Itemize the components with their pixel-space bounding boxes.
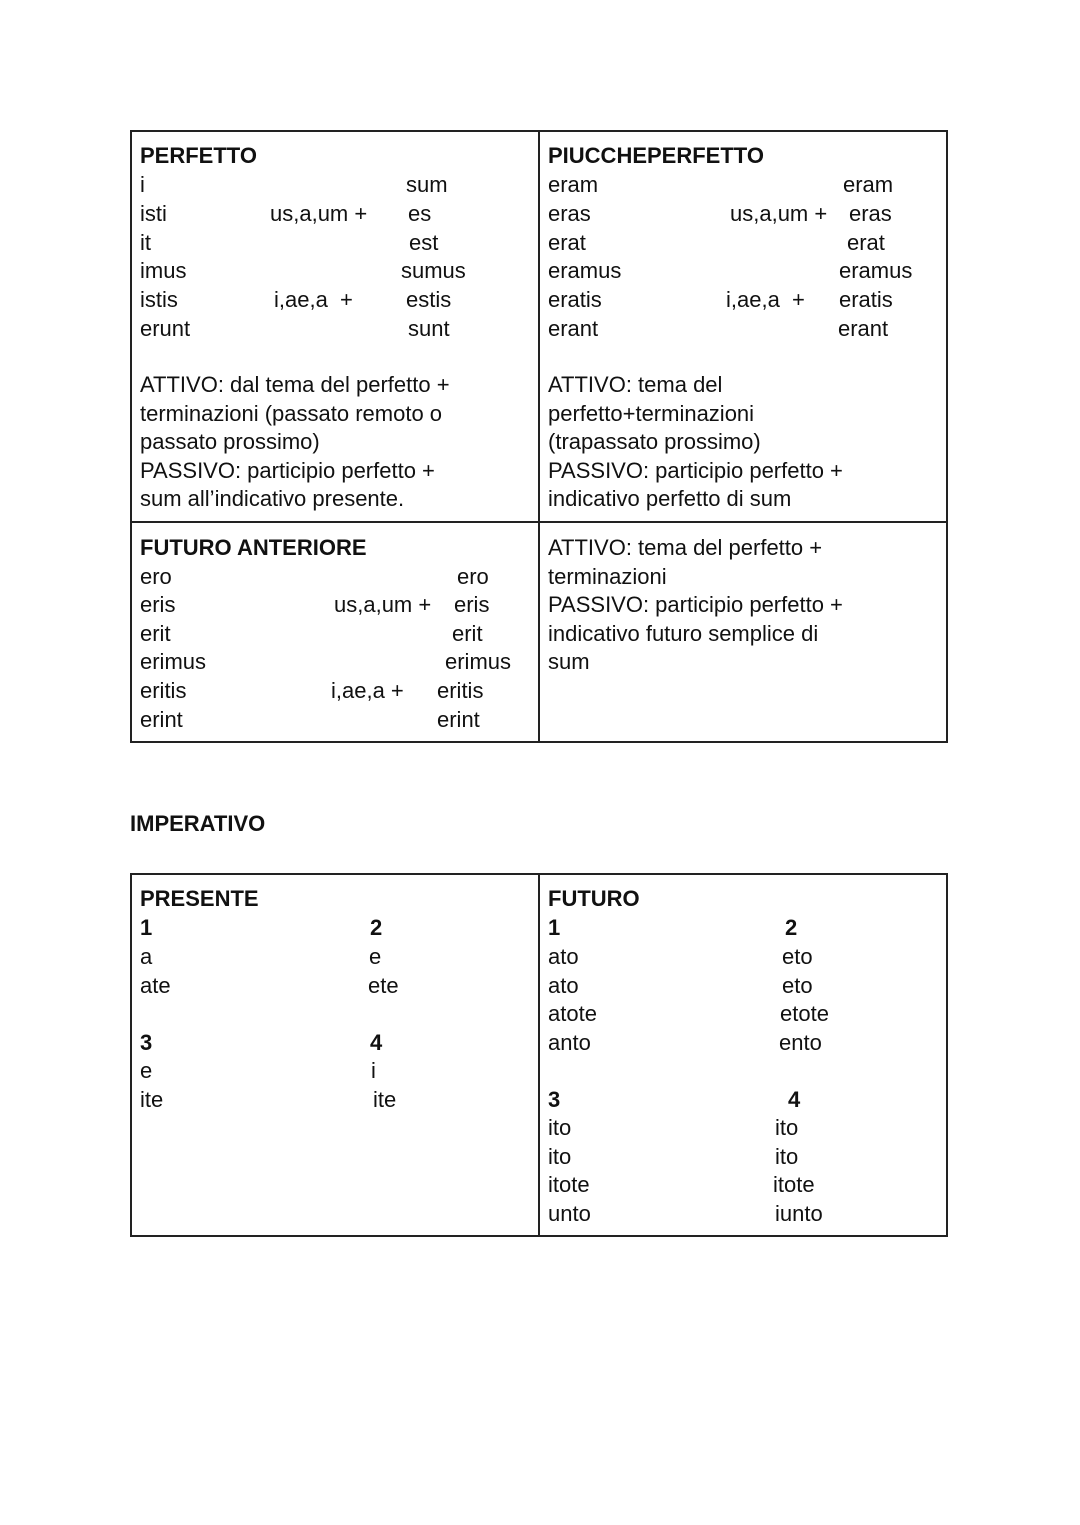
futuro-anteriore-sum-form: erint bbox=[437, 707, 480, 732]
conjugation-number: 4 bbox=[788, 1087, 801, 1112]
presente-form: a bbox=[140, 944, 153, 969]
presente-form: ete bbox=[368, 973, 399, 998]
futuro-anteriore-sum-form: erit bbox=[452, 621, 483, 646]
perfetto-sum-form: es bbox=[408, 201, 432, 226]
perfetto-desc-line: terminazioni (passato remoto o bbox=[140, 401, 443, 426]
imperativo-heading: IMPERATIVO bbox=[130, 811, 266, 836]
piuccheperfetto-desc-line: indicativo perfetto di sum bbox=[548, 486, 792, 511]
piuccheperfetto-desc-line: perfetto+terminazioni bbox=[548, 401, 755, 426]
piuccheperfetto-plus-plural: i,ae,a + bbox=[726, 287, 805, 312]
futuro-form: eto bbox=[782, 944, 813, 969]
conjugation-number: 2 bbox=[785, 915, 798, 940]
futuro-anteriore-plus-singular: us,a,um + bbox=[334, 592, 432, 617]
perfetto-plus-singular: us,a,um + bbox=[270, 201, 368, 226]
piuccheperfetto-title: PIUCCHEPERFETTO bbox=[548, 143, 764, 168]
perfetto-ending: erunt bbox=[140, 316, 191, 341]
futuro-form: etote bbox=[780, 1001, 829, 1026]
futuro-title: FUTURO bbox=[548, 886, 640, 911]
conjugation-number: 4 bbox=[370, 1030, 383, 1055]
presente-title: PRESENTE bbox=[140, 886, 259, 911]
piuccheperfetto-ending: erat bbox=[548, 230, 586, 255]
futuro-form: iunto bbox=[775, 1201, 823, 1226]
futuro-anteriore-ending: eris bbox=[140, 592, 176, 617]
table-column-divider bbox=[538, 130, 540, 743]
perfetto-title: PERFETTO bbox=[140, 143, 257, 168]
perfetto-ending: istis bbox=[140, 287, 178, 312]
perfetto-plus-plural: i,ae,a + bbox=[274, 287, 353, 312]
piuccheperfetto-ending: eramus bbox=[548, 258, 622, 283]
piuccheperfetto-sum-form: eramus bbox=[839, 258, 913, 283]
futuro-anteriore-ending: erit bbox=[140, 621, 171, 646]
futuro-form: ito bbox=[775, 1115, 799, 1140]
perfetto-desc-line: ATTIVO: dal tema del perfetto + bbox=[140, 372, 450, 397]
piuccheperfetto-sum-form: eratis bbox=[839, 287, 893, 312]
perfetto-desc-line: passato prossimo) bbox=[140, 429, 320, 454]
conjugation-number: 1 bbox=[548, 915, 561, 940]
piuccheperfetto-sum-form: erant bbox=[838, 316, 889, 341]
conjugation-number: 3 bbox=[140, 1030, 153, 1055]
conjugation-number: 3 bbox=[548, 1087, 561, 1112]
futuro-anteriore-desc-line: PASSIVO: participio perfetto + bbox=[548, 592, 843, 617]
futuro-anteriore-sum-form: ero bbox=[457, 564, 489, 589]
piuccheperfetto-ending: erant bbox=[548, 316, 599, 341]
presente-form: e bbox=[140, 1058, 153, 1083]
futuro-anteriore-desc-line: sum bbox=[548, 649, 590, 674]
piuccheperfetto-desc-line: ATTIVO: tema del bbox=[548, 372, 723, 397]
piuccheperfetto-sum-form: eras bbox=[849, 201, 892, 226]
perfetto-ending: it bbox=[140, 230, 151, 255]
futuro-form: ato bbox=[548, 944, 579, 969]
futuro-anteriore-ending: erimus bbox=[140, 649, 207, 674]
presente-form: e bbox=[369, 944, 382, 969]
piuccheperfetto-plus-singular: us,a,um + bbox=[730, 201, 828, 226]
futuro-anteriore-ending: ero bbox=[140, 564, 172, 589]
perfetto-desc-line: PASSIVO: participio perfetto + bbox=[140, 458, 435, 483]
futuro-form: anto bbox=[548, 1030, 591, 1055]
futuro-form: itote bbox=[773, 1172, 815, 1197]
piuccheperfetto-sum-form: eram bbox=[843, 172, 894, 197]
futuro-anteriore-sum-form: eris bbox=[454, 592, 490, 617]
futuro-form: ito bbox=[548, 1115, 572, 1140]
futuro-anteriore-desc-line: indicativo futuro semplice di bbox=[548, 621, 819, 646]
futuro-anteriore-desc-line: terminazioni bbox=[548, 564, 667, 589]
futuro-anteriore-ending: eritis bbox=[140, 678, 187, 703]
perfetto-sum-form: sum bbox=[406, 172, 448, 197]
conjugation-number: 2 bbox=[370, 915, 383, 940]
table-row-divider bbox=[130, 521, 948, 523]
futuro-form: ito bbox=[775, 1144, 799, 1169]
futuro-form: unto bbox=[548, 1201, 591, 1226]
futuro-anteriore-sum-form: eritis bbox=[437, 678, 484, 703]
futuro-anteriore-title: FUTURO ANTERIORE bbox=[140, 535, 367, 560]
perfetto-ending: imus bbox=[140, 258, 187, 283]
futuro-form: ato bbox=[548, 973, 579, 998]
futuro-anteriore-desc-line: ATTIVO: tema del perfetto + bbox=[548, 535, 823, 560]
piuccheperfetto-ending: eras bbox=[548, 201, 591, 226]
perfetto-desc-line: sum all’indicativo presente. bbox=[140, 486, 405, 511]
futuro-form: atote bbox=[548, 1001, 597, 1026]
futuro-anteriore-ending: erint bbox=[140, 707, 183, 732]
presente-form: ite bbox=[140, 1087, 164, 1112]
perfetto-ending: i bbox=[140, 172, 145, 197]
perfetto-ending: isti bbox=[140, 201, 167, 226]
presente-form: ate bbox=[140, 973, 171, 998]
futuro-form: ito bbox=[548, 1144, 572, 1169]
piuccheperfetto-desc-line: PASSIVO: participio perfetto + bbox=[548, 458, 843, 483]
piuccheperfetto-ending: eram bbox=[548, 172, 599, 197]
piuccheperfetto-ending: eratis bbox=[548, 287, 602, 312]
table-column-divider bbox=[538, 873, 540, 1237]
perfetto-sum-form: sumus bbox=[401, 258, 466, 283]
piuccheperfetto-sum-form: erat bbox=[847, 230, 885, 255]
perfetto-sum-form: sunt bbox=[408, 316, 450, 341]
conjugation-number: 1 bbox=[140, 915, 153, 940]
futuro-anteriore-plus-plural: i,ae,a + bbox=[331, 678, 404, 703]
presente-form: ite bbox=[373, 1087, 397, 1112]
perfetto-sum-form: est bbox=[409, 230, 439, 255]
futuro-form: eto bbox=[782, 973, 813, 998]
futuro-form: itote bbox=[548, 1172, 590, 1197]
presente-form: i bbox=[371, 1058, 376, 1083]
piuccheperfetto-desc-line: (trapassato prossimo) bbox=[548, 429, 761, 454]
perfetto-sum-form: estis bbox=[406, 287, 452, 312]
futuro-form: ento bbox=[779, 1030, 822, 1055]
futuro-anteriore-sum-form: erimus bbox=[445, 649, 512, 674]
